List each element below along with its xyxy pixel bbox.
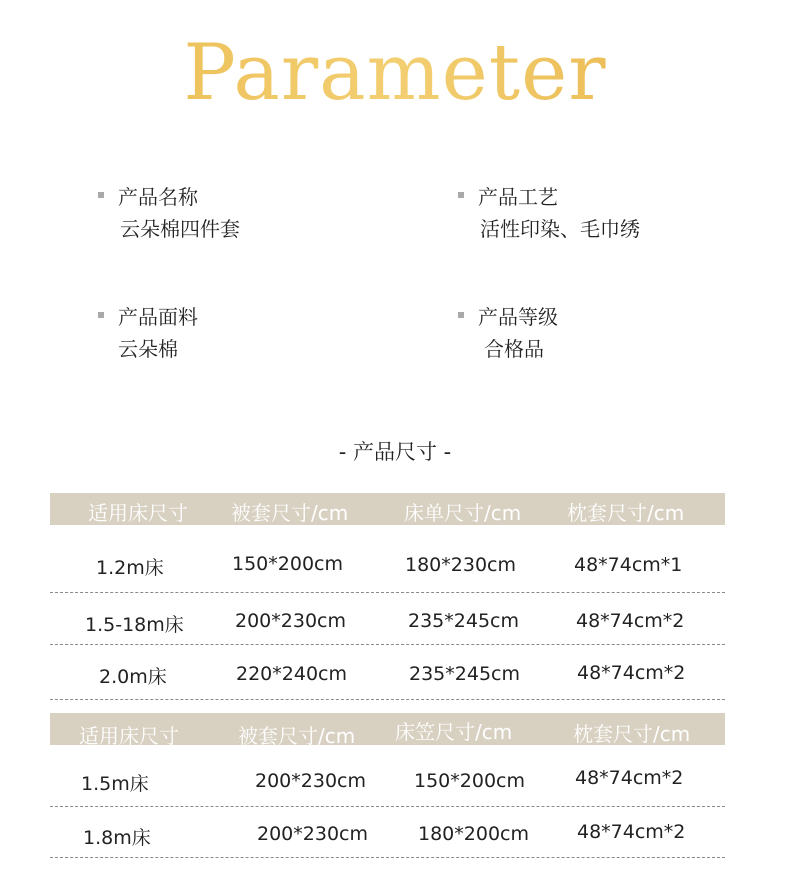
header-cell: 被套尺寸/cm — [231, 501, 349, 525]
header-cell: 床笠尺寸/cm — [395, 720, 513, 744]
table-cell: 235*245cm — [408, 610, 519, 632]
table-cell: 180*230cm — [405, 554, 516, 576]
bullet-icon — [458, 192, 464, 198]
table-row — [50, 754, 725, 807]
table-cell: 1.2m床 — [96, 557, 164, 579]
param-label: 产品工艺 — [478, 184, 558, 209]
param-value: 云朵棉四件套 — [120, 217, 240, 241]
table-cell: 150*200cm — [232, 553, 343, 575]
table-cell: 2.0m床 — [99, 666, 167, 688]
table-cell: 200*230cm — [255, 770, 366, 792]
param-value: 合格品 — [484, 337, 544, 361]
table-cell: 220*240cm — [236, 663, 347, 685]
param-fabric — [98, 301, 198, 363]
table-row — [50, 645, 725, 700]
param-label: 产品面料 — [118, 304, 198, 329]
table-header — [50, 493, 725, 525]
table-row — [50, 540, 725, 593]
param-process — [458, 181, 640, 243]
header-cell: 床单尺寸/cm — [404, 501, 522, 525]
table-cell: 48*74cm*2 — [576, 610, 685, 632]
table-cell: 200*230cm — [257, 823, 368, 845]
table-cell: 48*74cm*2 — [577, 662, 686, 684]
table-row — [50, 807, 725, 858]
table-cell: 48*74cm*2 — [575, 767, 684, 789]
table-cell: 180*200cm — [418, 823, 529, 845]
table-cell: 48*74cm*1 — [574, 554, 683, 576]
table-cell: 1.5-18m床 — [85, 614, 184, 636]
param-value: 云朵棉 — [118, 337, 178, 361]
param-product-name — [98, 181, 240, 243]
header-cell: 适用床尺寸 — [88, 501, 188, 525]
bullet-icon — [458, 312, 464, 318]
table-cell: 1.8m床 — [83, 827, 151, 849]
bullet-icon — [98, 192, 104, 198]
param-label: 产品等级 — [478, 304, 558, 329]
size-section-title: - 产品尺寸 - — [338, 440, 452, 464]
bullet-icon — [98, 312, 104, 318]
table-cell: 235*245cm — [409, 663, 520, 685]
param-grade — [458, 301, 558, 363]
table-header — [50, 713, 725, 748]
header-cell: 枕套尺寸/cm — [573, 722, 691, 746]
header-cell: 适用床尺寸 — [79, 724, 179, 748]
param-value: 活性印染、毛巾绣 — [480, 217, 640, 241]
table-row — [50, 592, 725, 645]
page-title: Parameter — [0, 28, 790, 118]
header-cell: 被套尺寸/cm — [238, 724, 356, 748]
table-cell: 48*74cm*2 — [577, 821, 686, 843]
table-cell: 200*230cm — [235, 610, 346, 632]
param-label: 产品名称 — [118, 184, 198, 209]
table-cell: 1.5m床 — [81, 773, 149, 795]
table-cell: 150*200cm — [414, 770, 525, 792]
header-cell: 枕套尺寸/cm — [567, 501, 685, 525]
